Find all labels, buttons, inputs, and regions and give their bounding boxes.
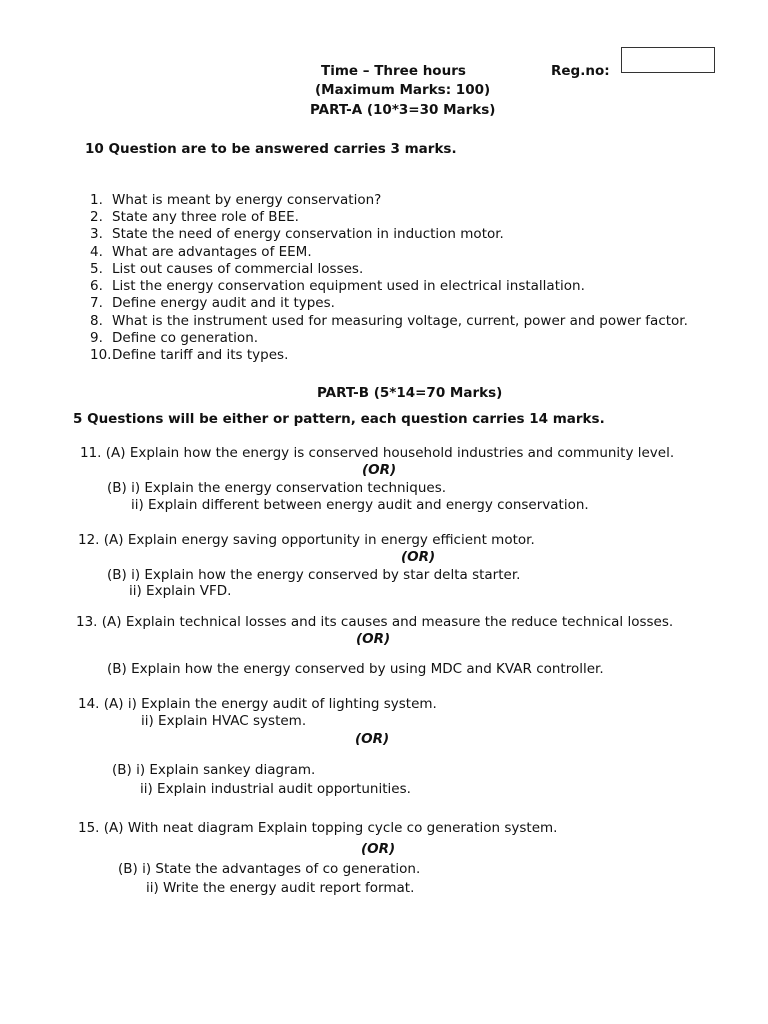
question-number: 7. [90,295,103,311]
question-text: List out causes of commercial losses. [112,261,364,277]
list-item [90,295,335,312]
list-item [90,244,312,261]
q14-b-ii: ii) Explain industrial audit opportunities. [140,781,411,797]
or-label: (OR) [401,549,436,565]
list-item [90,226,504,243]
reg-no-box [621,47,715,73]
or-label: (OR) [356,631,391,647]
question-text: What is meant by energy conservation? [112,192,382,208]
list-item [90,209,299,226]
question-number: 4. [90,244,103,260]
question-text: Define tariff and its types. [112,347,289,363]
q11-a: 11. (A) Explain how the energy is conserved household industries and community level. [80,445,675,461]
question-text: State the need of energy conservation in induction motor. [112,226,504,242]
or-label: (OR) [362,462,397,478]
reg-no-label: Reg.no: [551,63,610,79]
q14-a-ii: ii) Explain HVAC system. [141,713,307,729]
list-item [90,313,688,330]
q12-a: 12. (A) Explain energy saving opportunity in energy efficient motor. [78,532,535,548]
q14-b-i: (B) i) Explain sankey diagram. [112,762,316,778]
part-b-title: PART-B (5*14=70 Marks) [317,385,503,401]
max-marks: (Maximum Marks: 100) [315,82,491,98]
q13-a: 13. (A) Explain technical losses and its causes and measure the reduce technical losses. [76,614,674,630]
question-number: 1. [90,192,103,208]
exam-duration: Time – Three hours [321,63,466,79]
list-item [90,330,258,347]
question-number: 9. [90,330,103,346]
q14-a-i: 14. (A) i) Explain the energy audit of lighting system. [78,696,437,712]
question-text: What are advantages of EEM. [112,244,312,260]
q15-a: 15. (A) With neat diagram Explain topping cycle co generation system. [78,820,558,836]
q11-b-i: (B) i) Explain the energy conservation techniques. [107,480,447,496]
list-item [90,278,585,295]
list-item [90,192,381,209]
or-label: (OR) [355,731,390,747]
q15-b-i: (B) i) State the advantages of co generation. [118,861,421,877]
question-text: Define energy audit and it types. [112,295,335,311]
question-text: State any three role of BEE. [112,209,299,225]
list-item [90,347,288,364]
q15-b-ii: ii) Write the energy audit report format. [146,880,415,896]
list-item [90,261,363,278]
question-text: What is the instrument used for measuring voltage, current, power and power factor. [112,313,688,329]
question-number: 2. [90,209,103,225]
question-number: 6. [90,278,103,294]
part-b-instruction: 5 Questions will be either or pattern, each question carries 14 marks. [73,411,605,427]
or-label: (OR) [361,841,396,857]
question-number: 3. [90,226,103,242]
q11-b-ii: ii) Explain different between energy audit and energy conservation. [131,497,589,513]
part-a-title: PART-A (10*3=30 Marks) [310,102,496,118]
q12-b-i: (B) i) Explain how the energy conserved by star delta starter. [107,567,521,583]
question-text: Define co generation. [112,330,259,346]
question-text: List the energy conservation equipment used in electrical installation. [112,278,585,294]
part-a-instruction: 10 Question are to be answered carries 3 marks. [85,141,457,157]
q12-b-ii: ii) Explain VFD. [129,583,232,599]
question-number: 10. [90,347,112,363]
question-number: 8. [90,313,103,329]
question-number: 5. [90,261,103,277]
q13-b: (B) Explain how the energy conserved by using MDC and KVAR controller. [107,661,604,677]
